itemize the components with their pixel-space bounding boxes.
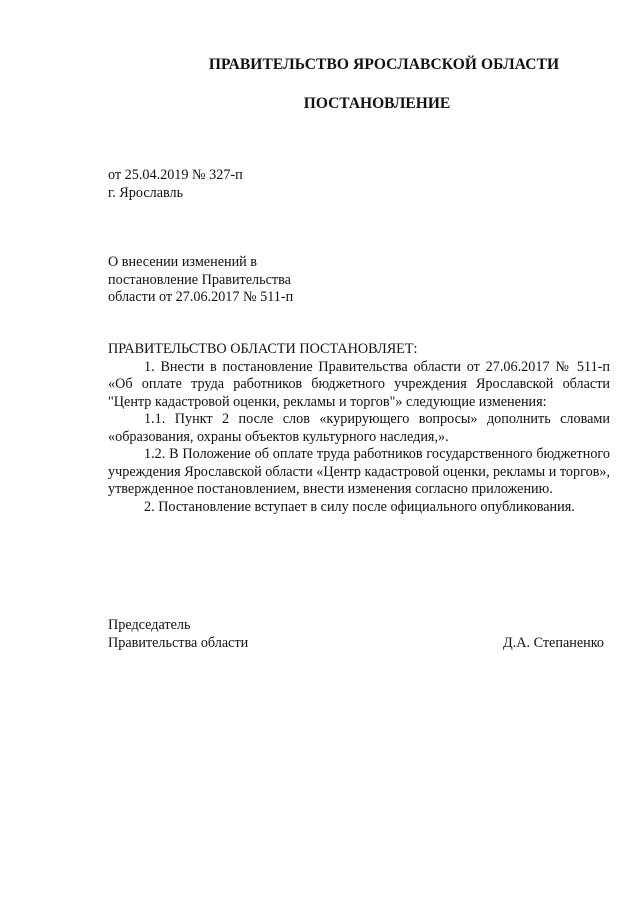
signature-row [108,635,604,653]
signer-position-line2: Правительства области [108,634,249,651]
government-title: ПРАВИТЕЛЬСТВО ЯРОСЛАВСКОЙ ОБЛАСТИ [208,56,560,73]
date-number: от 25.04.2019 № 327-п [108,167,243,183]
paragraph-1-1: 1.1. Пункт 2 после слов «курирующего вопросы» дополнить словами «образования, охраны объектов культурного наследия,». [108,411,610,445]
subject-line: постановление Правительства [108,271,291,288]
signer-position-line1: Председатель [108,617,191,633]
decree-intro: ПРАВИТЕЛЬСТВО ОБЛАСТИ ПОСТАНОВЛЯЕТ: [108,341,418,357]
signature-block [108,617,604,652]
paragraph-1: 1. Внести в постановление Правительства области от 27.06.2017 № 511-п «Об оплате труда работников бюджетного учреждения Ярославской области "Центр кадастровой оценки, рекламы и торгов"» следующие изменения: [108,358,610,410]
subject-line: О внесении изменений в [108,254,258,270]
document-subject [108,254,293,307]
place: г. Ярославль [108,184,184,201]
document-body [108,341,610,516]
document-type: ПОСТАНОВЛЕНИЕ [303,95,451,112]
subject-line: области от 27.06.2017 № 511-п [108,289,294,305]
document-meta [108,167,243,202]
signer-name: Д.А. Степаненко [503,634,604,651]
paragraph-2: 2. Постановление вступает в силу после официального опубликования. [144,498,575,515]
paragraph-1-2: 1.2. В Положение об оплате труда работников государственного бюджетного учреждения Ярославской области «Центр кадастровой оценки, рекламы и торгов», утвержденное постановлением, внести изменения согласно приложению. [108,446,610,497]
